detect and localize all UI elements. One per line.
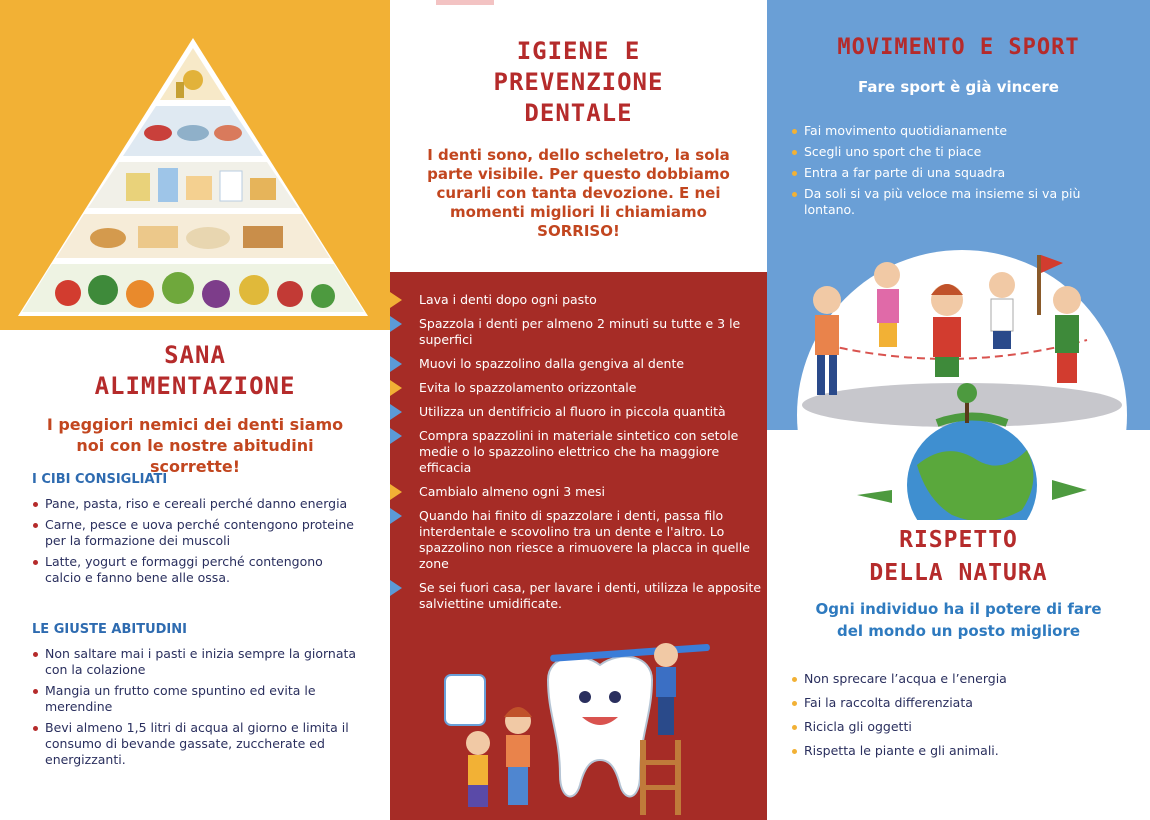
list-item: Mangia un frutto come spuntino ed evita le merendine [32,683,362,715]
recommended-foods-title: I CIBI CONSIGLIATI [32,472,168,487]
list-item: Ricicla gli oggetti [791,719,1111,735]
list-item: Scegli uno sport che ti piace [791,144,1091,160]
respect-nature-subtitle: Ogni individuo ha il potere di fare del mondo un posto migliore [815,600,1102,640]
arrow-icon [390,380,402,396]
tooth-and-kids-illustration [430,625,730,820]
list-item: Rispetta le piante e gli animali. [791,743,1111,759]
list-item: Evita lo spazzolamento orizzontale [390,380,767,396]
list-item: Fai la raccolta differenziata [791,695,1111,711]
recommended-foods-list [32,496,362,591]
list-item: Non sprecare l’acqua e l’energia [791,671,1111,687]
food-pyramid-illustration [18,38,368,318]
nature-tips-list [791,671,1111,764]
healthy-eating-subtitle: I peggiori nemici dei denti siamo noi con le nostre abitudini scorrette! [46,415,344,476]
movement-sport-title: MOVIMENTO E SPORT [837,35,1080,60]
dental-hygiene-title: IGIENE E PREVENZIONE DENTALE [493,37,664,127]
list-item: Pane, pasta, riso e cereali perché danno energia [32,496,362,512]
arrow-icon [390,404,402,420]
arrow-icon [390,316,402,332]
arrow-icon [390,484,402,500]
dental-hygiene-subtitle: I denti sono, dello scheletro, la sola parte visibile. Per questo dobbiamo curarli con tanta devozione. E nei momenti migliori li chiamiamo SORRISO! [427,146,730,240]
good-habits-title: LE GIUSTE ABITUDINI [32,622,187,637]
list-item: Non saltare mai i pasti e inizia sempre la giornata con la colazione [32,646,362,678]
top-tab-decoration [436,0,494,5]
arrow-icon [390,428,402,444]
list-item: Quando hai finito di spazzolare i denti, passa filo interdentale e scovolino tra un dente e l'altro. Lo spazzolino non riesce a rimuovere la placca in quelle zone [390,508,767,572]
list-item: Compra spazzolini in materiale sintetico con setole medie o lo spazzolino elettrico che ha maggiore efficacia [390,428,767,476]
sport-nature-panel [767,0,1150,820]
respect-nature-title: RISPETTO DELLA NATURA [869,527,1048,586]
list-item: Cambialo almeno ogni 3 mesi [390,484,767,500]
arrow-icon [390,508,402,524]
arrow-icon [390,292,402,308]
list-item: Bevi almeno 1,5 litri di acqua al giorno e limita il consumo di bevande gassate, zuccherate ed energizzanti. [32,720,362,768]
food-panel [0,0,390,820]
list-item: Carne, pesce e uova perché contengono proteine per la formazione dei muscoli [32,517,362,549]
healthy-eating-title: SANA ALIMENTAZIONE [94,341,296,400]
list-item: Se sei fuori casa, per lavare i denti, utilizza le apposite salviettine umidificate. [390,580,767,612]
dental-tips-list [390,292,767,620]
arrow-icon [390,580,402,596]
pyramid-background [0,0,390,330]
arrow-icon [390,356,402,372]
list-item: Fai movimento quotidianamente [791,123,1091,139]
kids-and-globe-illustration [787,245,1137,520]
sport-tips-list [791,123,1091,223]
list-item: Da soli si va più veloce ma insieme si va più lontano. [791,186,1091,218]
list-item: Spazzola i denti per almeno 2 minuti su tutte e 3 le superfici [390,316,767,348]
list-item: Lava i denti dopo ogni pasto [390,292,767,308]
list-item: Muovi lo spazzolino dalla gengiva al dente [390,356,767,372]
list-item: Latte, yogurt e formaggi perché contengono calcio e fanno bene alle ossa. [32,554,362,586]
good-habits-list [32,646,362,773]
list-item: Utilizza un dentifricio al fluoro in piccola quantità [390,404,767,420]
list-item: Entra a far parte di una squadra [791,165,1091,181]
movement-sport-subtitle: Fare sport è già vincere [858,78,1059,96]
dental-panel [390,0,767,820]
